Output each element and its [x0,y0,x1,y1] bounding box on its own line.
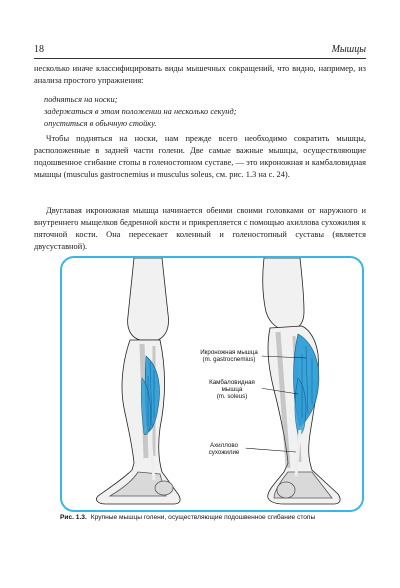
paragraph-3-text: Двуглавая икроножная мышца начинается обеими своими головками от наружного и внутреннего мыщелков бедренной кости и прикрепляется с помощью ахиллова сухожилия к пяточной кости. Она пересекает коленный и голеностопный суставы (является двусуставной). [34,206,366,252]
header-rule [34,58,366,59]
label-gastrocnemius-text: Икроножная мышца (m. gastrocnemius) [200,349,258,364]
label-gastrocnemius [196,349,262,363]
label-achilles-tendon [202,442,246,456]
running-header [34,44,366,58]
exercise-list [44,94,236,130]
paragraph-2-text: Чтобы подняться на носки, нам прежде всего необходимо сократить мышцы, расположенные в задней части голени. Две самые важные мышцы, осуществляющие подошвенное сгибание стопы в голеностопном суставе, — это икроножная и камбаловидная мышцы (musculus gastrocnemius и musculus soleus, см. рис. 1.3 на с. 24). [34,134,366,180]
exercise-step: опуститься в обычную стойку. [44,119,157,129]
figure-number: Рис. 1.3. [60,514,87,521]
label-achilles-text: Ахиллово сухожилие [208,442,240,457]
figure-caption-text: Крупные мышцы голени, осуществляющие подошвенное сгибание стопы [90,514,316,521]
figure-caption [60,514,380,521]
paragraph-1-text: несколько иначе классифицировать виды мышечных сокращений, что видно, например, из анализа простого упражнения: [34,64,366,86]
paragraph-2 [34,133,366,181]
paragraph-3 [34,205,366,253]
exercise-step: подняться на носки; [44,95,118,104]
running-title: Мышцы [331,44,366,55]
left-leg-illustration [96,258,180,504]
label-soleus [202,379,262,401]
figure-frame [60,256,364,512]
paragraph-1 [34,63,366,87]
label-soleus-text: Камбаловидная мышца (m. soleus) [209,379,255,401]
exercise-step: задержаться в этом положении на несколько секунд; [44,107,237,117]
page-number: 18 [34,44,44,55]
